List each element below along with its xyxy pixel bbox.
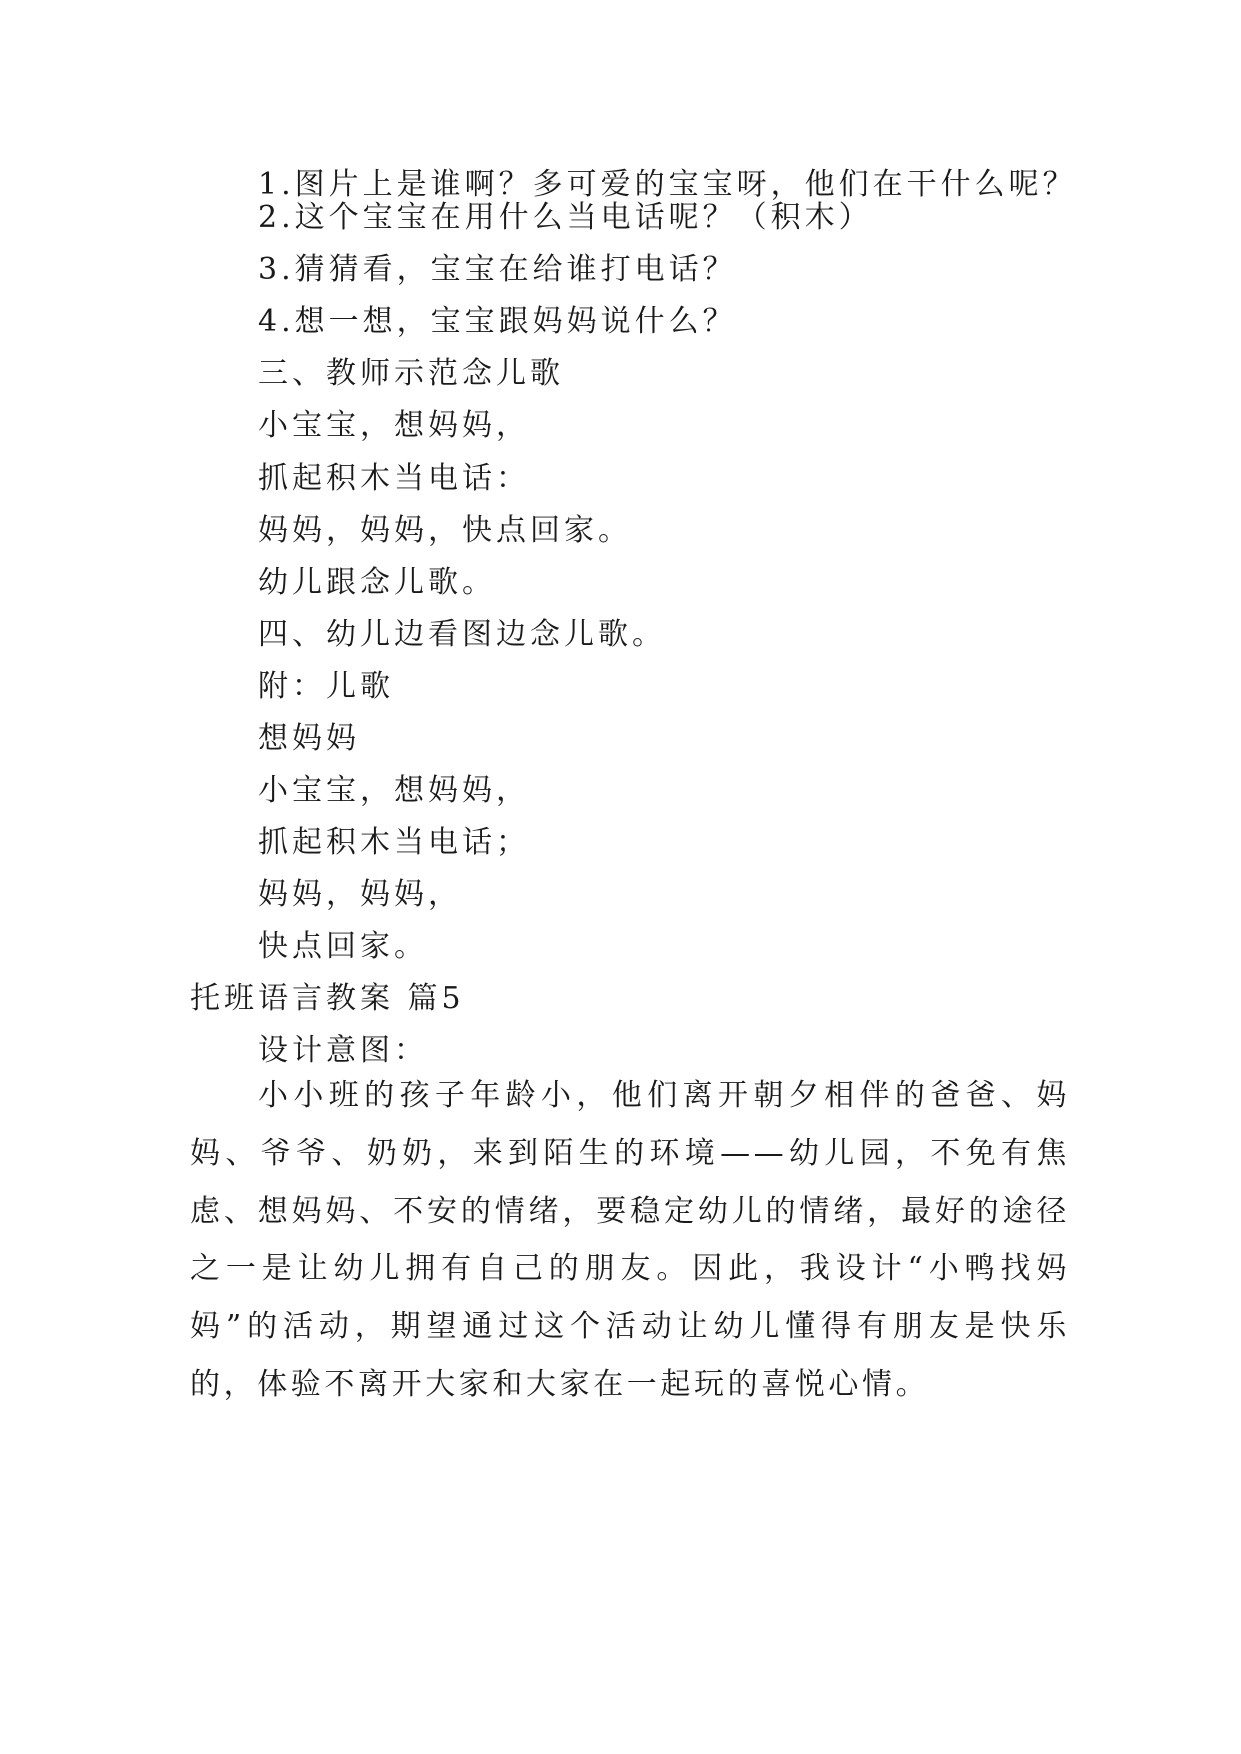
section-heading: 托班语言教案 篇5 — [190, 981, 465, 1016]
question-1: 1.图片上是谁啊？多可爱的宝宝呀，他们在干什么呢？ — [258, 167, 1077, 202]
design-intent-paragraph: 小小班的孩子年龄小，他们离开朝夕相伴的爸爸、妈妈、爷爷、奶奶，来到陌生的环境——幼儿园，不免有焦虑、想妈妈、不安的情绪，要稳定幼儿的情绪，最好的途径之一是让幼儿拥有自己的朋友。因此，我设计“小鸭找妈妈”的活动，期望通过这个活动让幼儿懂得有朋友是快乐的，体验不离开大家和大家在一起玩的喜悦心情。 — [190, 1078, 1070, 1402]
question-2: 2.这个宝宝在用什么当电话呢？（积木） — [258, 200, 873, 235]
question-3: 3.猜猜看，宝宝在给谁打电话？ — [258, 252, 737, 287]
design-intent-label: 设计意图： — [258, 1033, 428, 1068]
rhyme-title: 想妈妈 — [258, 721, 360, 756]
rhyme-line: 小宝宝，想妈妈， — [258, 408, 530, 443]
step-three-heading: 三、教师示范念儿歌 — [258, 356, 564, 391]
rhyme-line: 快点回家。 — [258, 929, 428, 964]
appendix-label: 附：儿歌 — [258, 669, 394, 704]
rhyme-line: 妈妈，妈妈， — [258, 877, 462, 912]
rhyme-line: 抓起积木当电话： — [258, 461, 530, 496]
instruction-line: 幼儿跟念儿歌。 — [258, 565, 496, 600]
question-4: 4.想一想，宝宝跟妈妈说什么？ — [258, 304, 737, 339]
rhyme-line: 抓起积木当电话； — [258, 825, 530, 860]
rhyme-line: 妈妈，妈妈，快点回家。 — [258, 513, 632, 548]
rhyme-line: 小宝宝，想妈妈， — [258, 773, 530, 808]
step-four-heading: 四、幼儿边看图边念儿歌。 — [258, 617, 666, 652]
